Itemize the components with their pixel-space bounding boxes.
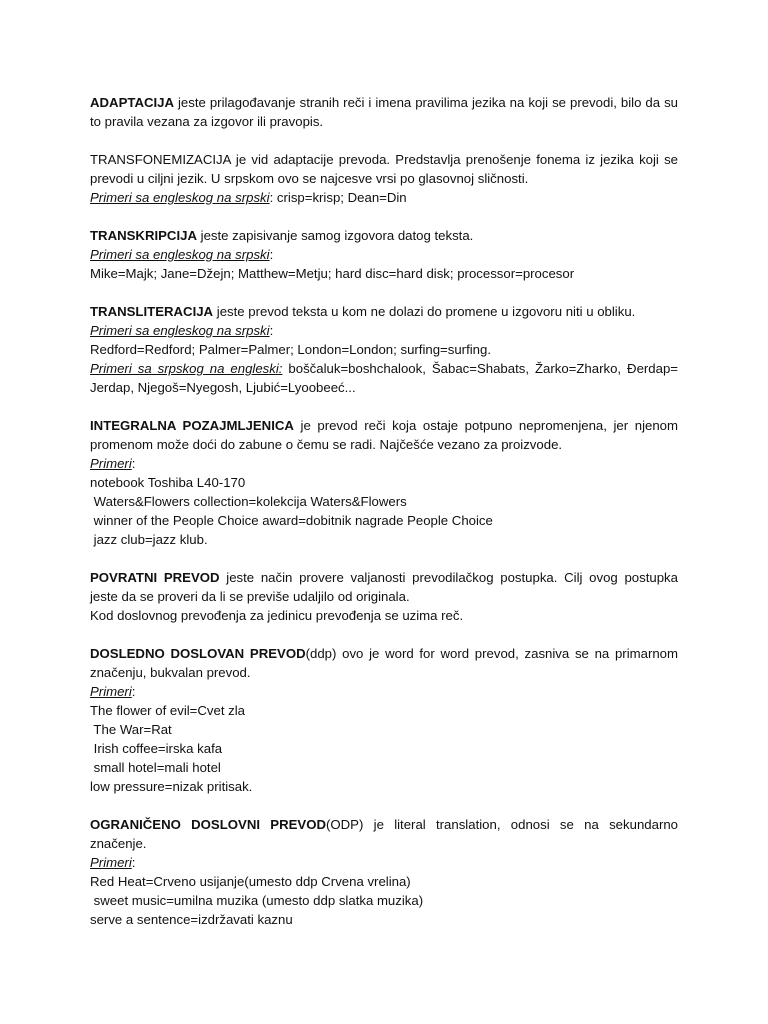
example-line: jazz club=jazz klub.: [90, 532, 208, 547]
term: TRANSFONEMIZACIJA: [90, 152, 231, 167]
section-transfonemizacija: [90, 150, 678, 207]
examples-heading: [90, 682, 678, 701]
definition-text: jeste prevod teksta u kom ne dolazi do promene u izgovoru niti u obliku.: [213, 304, 636, 319]
examples-label: Primeri: [90, 855, 132, 870]
section-adaptacija: [90, 93, 678, 131]
example-line: winner of the People Choice award=dobitnik nagrade People Choice: [90, 513, 493, 528]
definition-text: je vid adaptacije prevoda. Predstavlja prenošenje fonema iz jezika koji se prevodi u ciljni jezik. U srpskom ovo se najcesve vrsi po glasovnoj sličnosti.: [90, 152, 678, 186]
examples-label: Primeri sa engleskog na srpski: [90, 190, 270, 205]
section-ograniceno-doslovni-prevod: [90, 815, 678, 929]
term: TRANSLITERACIJA: [90, 304, 214, 319]
section-integralna-pozajmljenica: [90, 416, 678, 549]
examples-label: Primeri sa srpskog na engleski:: [90, 361, 283, 376]
examples-colon: :: [131, 855, 136, 870]
definition-text: jeste prilagođavanje stranih reči i imena pravilima jezika na koji se prevodi, bilo da su to pravila vezana za izgovor ili pravopis.: [90, 95, 678, 129]
definition-paragraph: [90, 93, 678, 131]
examples-colon: :: [131, 456, 136, 471]
examples-label: Primeri: [90, 684, 132, 699]
term: DOSLEDNO DOSLOVAN PREVOD: [90, 646, 306, 661]
example-line: notebook Toshiba L40-170: [90, 475, 246, 490]
term: OGRANIČENO DOSLOVNI PREVOD: [90, 817, 326, 832]
section-transkripcija: [90, 226, 678, 283]
section-dosledno-doslovan-prevod: [90, 644, 678, 796]
example-line: small hotel=mali hotel: [90, 760, 221, 775]
definition-paragraph: [90, 416, 678, 454]
definition-paragraph: [90, 226, 678, 245]
examples-heading: [90, 245, 678, 264]
examples-label: Primeri sa engleskog na srpski: [90, 247, 270, 262]
section-transliteracija: [90, 302, 678, 397]
example-line: serve a sentence=izdržavati kaznu: [90, 912, 293, 927]
examples-text: : crisp=krisp; Dean=Din: [269, 190, 407, 205]
example-line: Mike=Majk; Jane=Džejn; Matthew=Metju; hard disc=hard disk; processor=procesor: [90, 266, 575, 281]
term: POVRATNI PREVOD: [90, 570, 220, 585]
definition-text: (ddp) ovo je word for word prevod, zasniva se na primarnom značenju, bukvalan prevod.: [90, 646, 678, 680]
examples-colon: :: [269, 247, 274, 262]
examples-heading: [90, 321, 678, 340]
definition-paragraph: [90, 815, 678, 853]
definition-paragraph: [90, 150, 678, 188]
term: ADAPTACIJA: [90, 95, 175, 110]
definition-text: (ODP) je literal translation, odnosi se na sekundarno značenje.: [90, 817, 679, 851]
examples-text: boščaluk=boshchalook, Šabac=Shabats, Žarko=Zharko, Đerdap= Jerdap, Njegoš=Nyegosh, Ljubić=Lyoobeeć...: [90, 361, 679, 395]
example-line: low pressure=nizak pritisak.: [90, 779, 253, 794]
examples-label: Primeri: [90, 456, 132, 471]
definition-text: je prevod reči koja ostaje potpuno nepromenjena, jer njenom promenom može doći do zabune o čemu se radi. Najčešće vezano za proizvode.: [90, 418, 678, 452]
examples-heading: [90, 853, 678, 872]
examples-colon: :: [131, 684, 136, 699]
example-line: sweet music=umilna muzika (umesto ddp slatka muzika): [90, 893, 424, 908]
section-povratni-prevod: [90, 568, 678, 625]
note-line: Kod doslovnog prevođenja za jedinicu prevođenja se uzima reč.: [90, 608, 464, 623]
document-page: [90, 93, 678, 948]
term: TRANSKRIPCIJA: [90, 228, 197, 243]
definition-paragraph: [90, 644, 678, 682]
examples-label: Primeri sa engleskog na srpski: [90, 323, 270, 338]
example-line: Red Heat=Crveno usijanje(umesto ddp Crvena vrelina): [90, 874, 411, 889]
definition-paragraph: [90, 568, 678, 606]
examples-colon: :: [269, 323, 274, 338]
definition-text: jeste zapisivanje samog izgovora datog teksta.: [196, 228, 474, 243]
example-line: The flower of evil=Cvet zla: [90, 703, 246, 718]
example-line: Redford=Redford; Palmer=Palmer; London=London; surfing=surfing.: [90, 342, 492, 357]
example-line: Irish coffee=irska kafa: [90, 741, 223, 756]
examples-line: [90, 188, 678, 207]
definition-text: jeste način provere valjanosti prevodilačkog postupka. Cilj ovog postupka jeste da se proveri da li se previše udaljilo od originala.: [90, 570, 678, 604]
examples-paragraph: [90, 359, 678, 397]
definition-paragraph: [90, 302, 678, 321]
examples-heading: [90, 454, 678, 473]
term: INTEGRALNA POZAJMLJENICA: [90, 418, 294, 433]
example-line: The War=Rat: [90, 722, 172, 737]
example-line: Waters&Flowers collection=kolekcija Waters&Flowers: [90, 494, 407, 509]
